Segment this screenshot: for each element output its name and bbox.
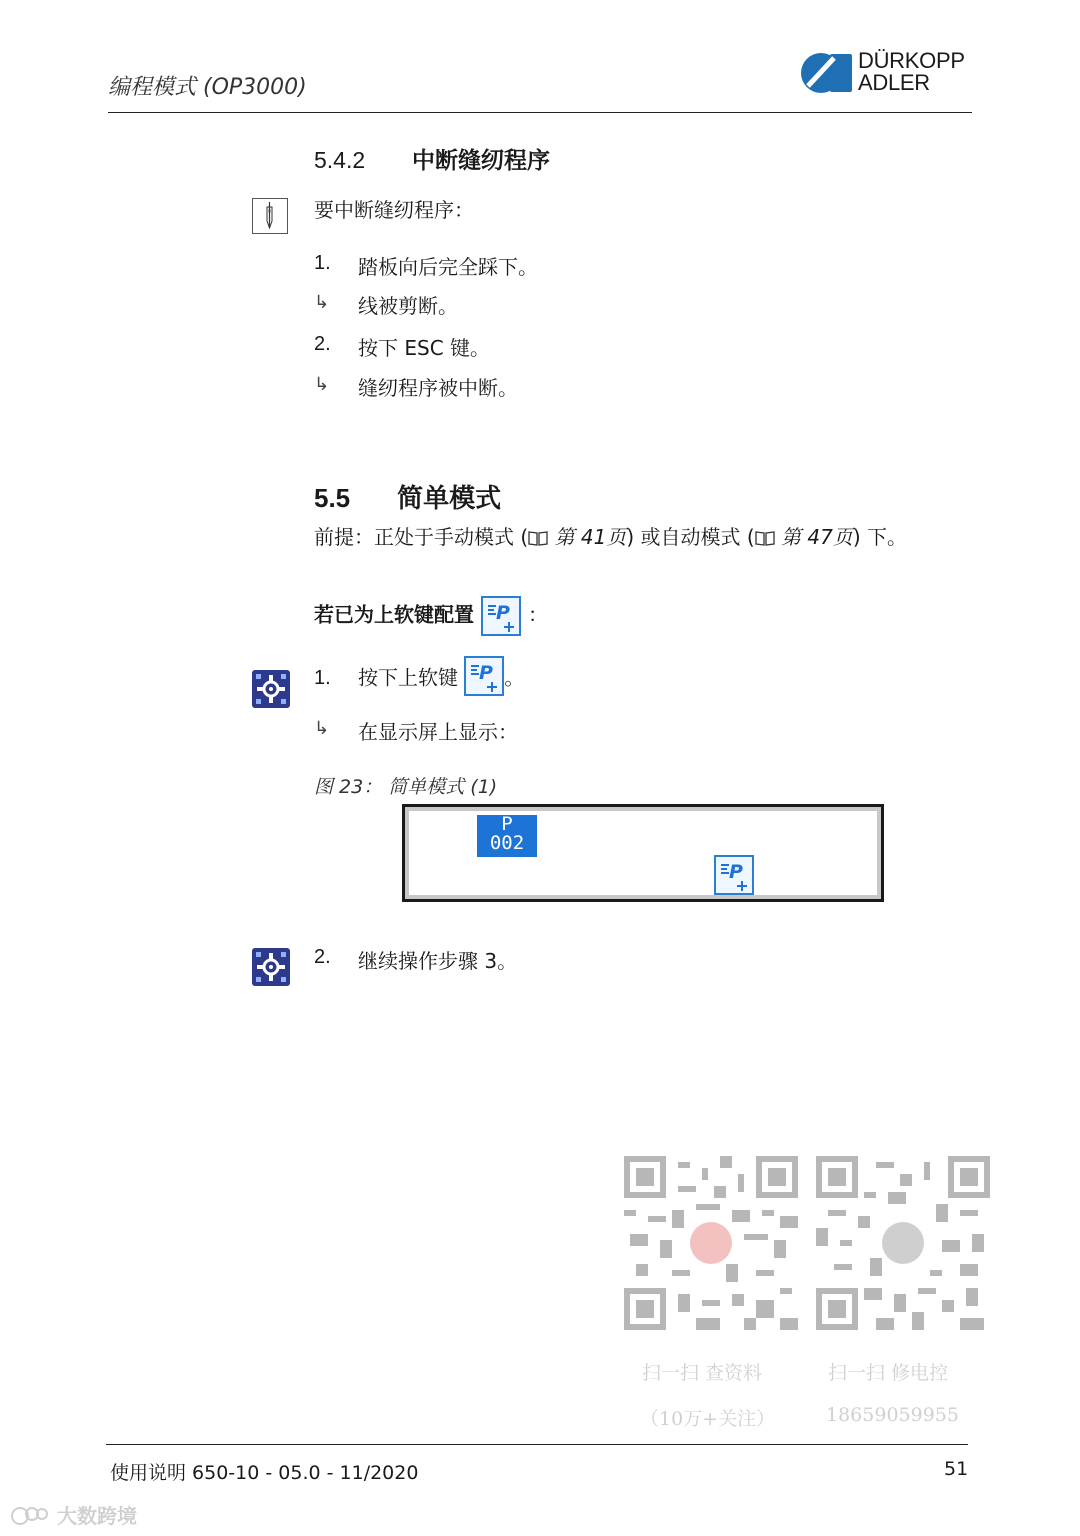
brand-logo xyxy=(800,50,976,100)
step-result-text: 线被剪断。 xyxy=(358,294,458,318)
section-heading-5-5 xyxy=(314,478,501,515)
prerequisite-text: 前提：正处于手动模式 ( 第 41页) 或自动模式 ( 第 47页) 下。 xyxy=(314,525,908,549)
section-title: 中断缝纫程序 xyxy=(412,148,551,174)
figure-caption: 图 23： 简单模式 (1) xyxy=(314,776,498,798)
header-rule xyxy=(108,112,972,113)
control-panel-display xyxy=(402,804,884,902)
footer-rule xyxy=(106,1444,968,1445)
program-plus-softkey-icon xyxy=(464,656,504,696)
qr-right-subcaption: 18659059955 xyxy=(826,1404,959,1426)
program-number-field xyxy=(477,815,537,857)
qr-right-caption: 扫一扫 修电控 xyxy=(828,1362,949,1384)
page-reference-link[interactable]: 第 47页 xyxy=(781,525,853,549)
step-text: 踏板向后完全踩下。 xyxy=(358,255,538,279)
result-arrow-icon: ↳ xyxy=(314,292,330,313)
logo-mark-icon xyxy=(800,52,854,94)
svg-text:P: P xyxy=(729,861,743,883)
section-number: 5.4.2 xyxy=(314,147,366,173)
step-result-text: 在显示屏上显示： xyxy=(358,720,518,744)
page-reference-link[interactable]: 第 41页 xyxy=(554,525,627,549)
qr-left-caption: 扫一扫 查资料 xyxy=(642,1362,763,1384)
step-text: 按下上软键 P 。 xyxy=(358,656,524,696)
step-marker: 1. xyxy=(314,667,331,689)
condition-text: 若已为上软键配置 P ： xyxy=(314,596,548,636)
book-icon xyxy=(755,525,775,549)
program-plus-softkey-icon xyxy=(481,596,521,636)
step-marker: 2. xyxy=(314,333,331,355)
svg-text:P: P xyxy=(495,602,510,624)
settings-gear-icon xyxy=(252,670,290,708)
step-marker: 1. xyxy=(314,252,331,274)
qr-code-left-icon xyxy=(624,1156,798,1330)
result-arrow-icon: ↳ xyxy=(314,374,330,395)
page-header-title: 编程模式 (OP3000) xyxy=(108,75,307,100)
watermark-logo-icon xyxy=(10,1504,57,1528)
watermark xyxy=(10,1500,137,1529)
logo-line-2: ADLER xyxy=(858,70,930,95)
section-heading-5-4-2 xyxy=(314,142,550,175)
footer-page-number: 51 xyxy=(944,1458,969,1480)
program-plus-softkey-icon[interactable] xyxy=(714,855,754,895)
needle-icon xyxy=(252,198,288,234)
footer-document-id: 使用说明 650-10 - 05.0 - 11/2020 xyxy=(110,1462,419,1484)
svg-text:P: P xyxy=(479,662,494,684)
settings-gear-icon xyxy=(252,948,290,986)
result-arrow-icon: ↳ xyxy=(314,718,330,739)
qr-left-subcaption: （10万+关注） xyxy=(640,1408,776,1430)
section-number: 5.5 xyxy=(314,483,351,513)
watermark-text: 大数跨境 xyxy=(56,1504,137,1528)
step-result-text: 缝纫程序被中断。 xyxy=(358,376,518,400)
program-label: P xyxy=(501,813,513,835)
step-text: 继续操作步骤 3。 xyxy=(358,949,518,973)
book-icon xyxy=(528,525,548,549)
step-marker: 2. xyxy=(314,946,331,968)
step-text: 按下 ESC 键。 xyxy=(358,336,491,360)
qr-code-right-icon xyxy=(816,1156,990,1330)
section-title: 简单模式 xyxy=(397,484,502,514)
program-number: 002 xyxy=(489,832,525,854)
section-intro: 要中断缝纫程序： xyxy=(314,198,474,222)
logo-line-1: DÜRKOPP xyxy=(858,48,965,73)
